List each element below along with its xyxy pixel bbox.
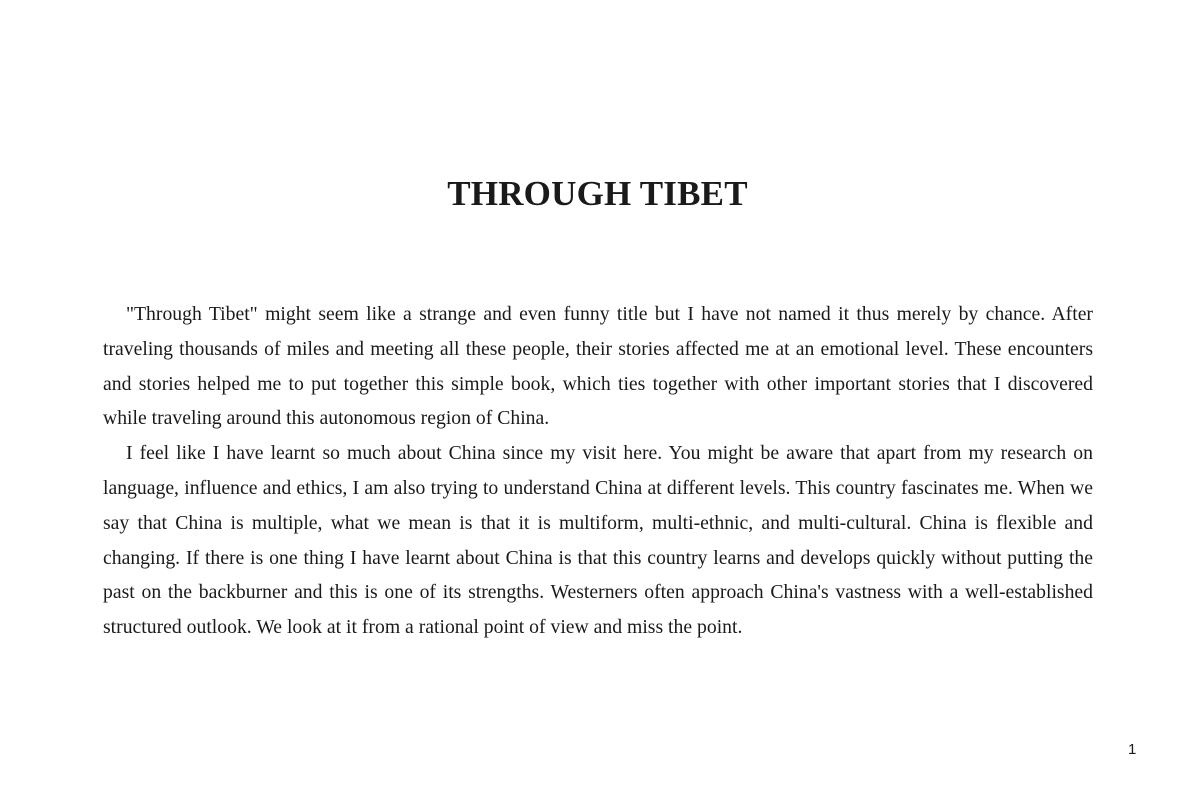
page-title: THROUGH TIBET — [447, 174, 748, 213]
paragraph-2: I feel like I have learnt so much about China since my visit here. You might be aware that apart from my research on language, influence and ethics, I am also trying to understand China at different levels. This country fascinates me. When we say that China is multiple, what we mean is that it is multiform, multi-ethnic, and multi-cultural. China is flexible and changing. If there is one thing I have learnt about China is that this country learns and develops quickly without putting the past on the backburner and this is one of its strengths. Westerners often approach China's vastness with a well-established structured outlook. We look at it from a rational point of view and miss the point. — [103, 442, 1093, 639]
paragraph-1: "Through Tibet" might seem like a strange and even funny title but I have not named it thus merely by chance. After traveling thousands of miles and meeting all these people, their stories affected me at an emotional level. These encounters and stories helped me to put together this simple book, which ties together with other important stories that I discovered while traveling around this autonomous region of China. — [103, 303, 1093, 430]
page-number: 1 — [1128, 741, 1137, 758]
body-text — [103, 297, 1093, 645]
